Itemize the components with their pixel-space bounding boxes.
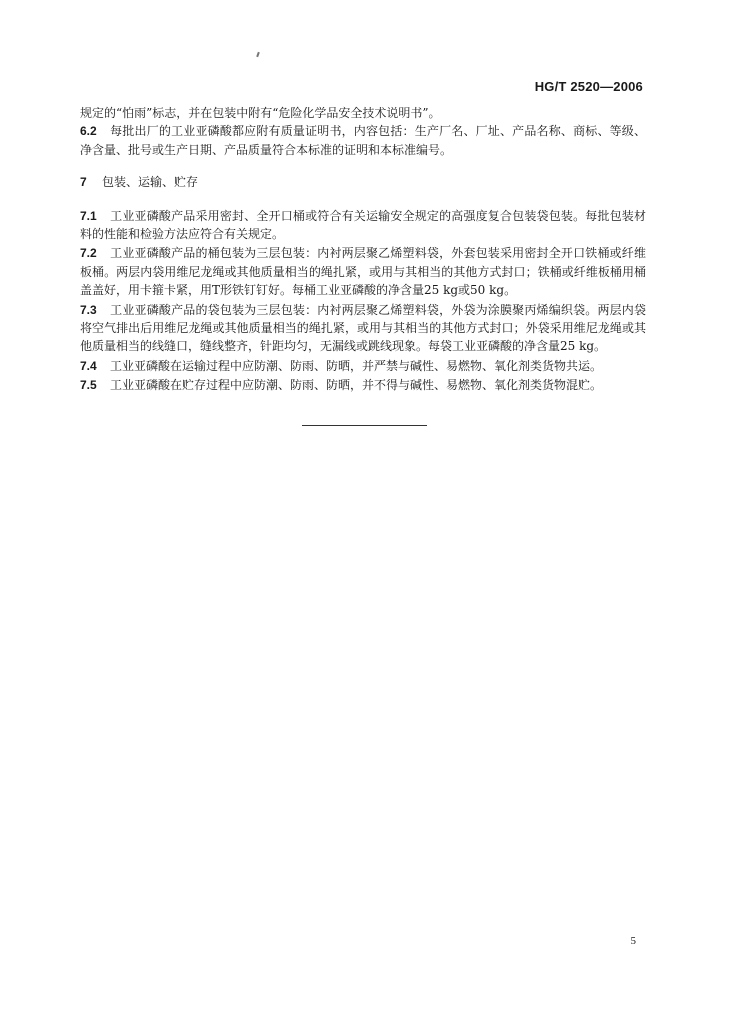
clause-text: 工业亚磷酸产品采用密封、全开口桶或符合有关运输安全规定的高强度复合包装袋包装。每批包装材料的性能和检验方法应符合有关规定。 xyxy=(80,208,646,242)
clause-7-1 xyxy=(80,207,646,244)
clause-7-5 xyxy=(80,376,646,394)
scan-artifact xyxy=(256,52,260,57)
standard-code-header: HG/T 2520—2006 xyxy=(534,79,643,94)
clause-text: 每批出厂的工业亚磷酸都应附有质量证明书，内容包括：生产厂名、厂址、产品名称、商标、等级、净含量、批号或生产日期、产品质量符合本标准的证明和本标准编号。 xyxy=(80,124,646,157)
continuation-paragraph: 规定的“怕雨”标志，并在包装中附有“危险化学品安全技术说明书”。 xyxy=(80,106,441,120)
section-title: 包装、运输、贮存 xyxy=(102,175,199,190)
section-7-heading xyxy=(80,173,646,191)
clause-7-2 xyxy=(80,244,646,299)
clause-number: 7.5 xyxy=(80,378,97,393)
clause-number: 7.2 xyxy=(80,246,97,261)
clause-6-2 xyxy=(80,122,646,159)
clause-number: 7.3 xyxy=(80,302,97,317)
end-of-standard-rule xyxy=(302,425,427,426)
clause-text: 工业亚磷酸在贮存过程中应防潮、防雨、防晒，并不得与碱性、易燃物、氧化剂类货物混贮。 xyxy=(110,378,603,393)
clause-number: 7.1 xyxy=(80,208,97,223)
clause-text: 工业亚磷酸在运输过程中应防潮、防雨、防晒，并严禁与碱性、易燃物、氧化剂类货物共运。 xyxy=(110,358,603,373)
clause-text: 工业亚磷酸产品的桶包装为三层包装：内衬两层聚乙烯塑料袋，外套包装采用密封全开口铁桶或纤维板桶。两层内袋用维尼龙绳或其他质量相当的绳扎紧，或用与其相当的其他方式封口；铁桶或纤维板桶用桶盖盖好，用卡箍卡紧，用T形铁钉钉好。每桶工业亚磷酸的净含量25 kg或50 kg。 xyxy=(80,246,646,298)
clause-7-4 xyxy=(80,357,646,375)
clause-7-3 xyxy=(80,301,646,356)
page-number: 5 xyxy=(630,935,636,947)
clause-text: 工业亚磷酸产品的袋包装为三层包装：内衬两层聚乙烯塑料袋，外袋为涂膜聚丙烯编织袋。两层内袋将空气排出后用维尼龙绳或其他质量相当的绳扎紧，或用与其相当的其他方式封口；外袋采用维尼龙绳或其他质量相当的线缝口，缝线整齐，针距均匀，无漏线或跳线现象。每袋工业亚磷酸的净含量25 kg。 xyxy=(80,302,646,354)
section-number: 7 xyxy=(80,175,87,190)
clause-number: 7.4 xyxy=(80,358,97,373)
clause-number: 6.2 xyxy=(80,124,97,139)
document-body xyxy=(80,104,646,396)
